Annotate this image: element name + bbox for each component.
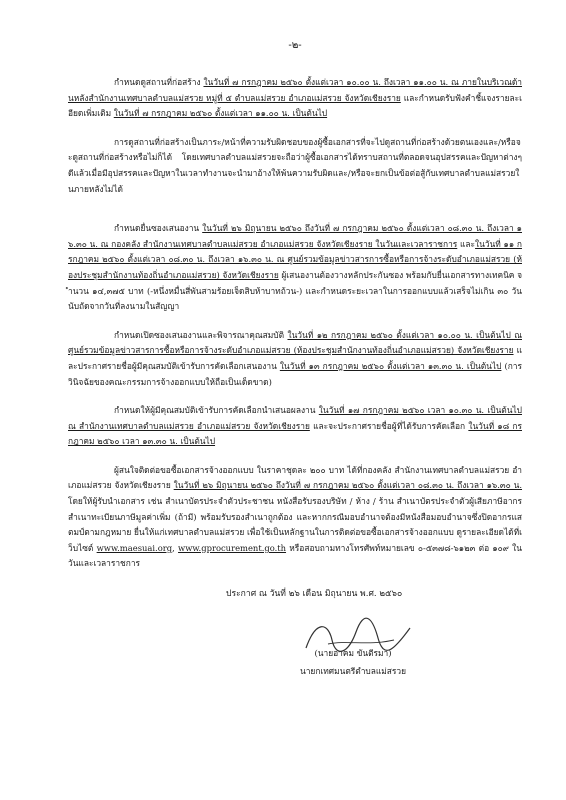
site-visit-responsibility-paragraph: การดูสถานที่ก่อสร้างเป็นภาระ/หน้าที่ความรับผิดชอบของผู้ซื้อเอกสารที่จะไปดูสถานที่ก่อสร้างด้วยตนเองและ/หรือจะดูสถานที่ก่อสร้างหรือไม่ก็ได้ โดยเทศบาลตำบลแม่สรวยจะถือว่าผู้ซื้อเอกสารได้ทราบสถานที่ตลอดจนอุปสรรคและปัญหาต่างๆ ดีแล้วเมื่อมีอุปสรรคและปัญหาในเวลาทำงานจะนำมาอ้างให้พ้นความรับผิดและ/หรือจะยกเป็นข้อต่อสู้กับเทศบาลตำบลแม่สรวยในภายหลังไม่ได้ bbox=[68, 136, 522, 194]
website-link-maesuai[interactable]: www.maesuai.org bbox=[96, 542, 173, 553]
signature-block bbox=[278, 644, 428, 680]
purchase-documents-paragraph: ผู้สนใจติดต่อขอซื้อเอกสารจ้างออกแบบ ในราคาชุดละ ๒๐๐ บาท ได้ที่กองคลัง สำนักงานเทศบาลตำบลแม่สรวย อำเภอแม่สรวย จังหวัดเชียงราย ในวันที่ ๒๖ มิถุนายน ๒๕๖๐ ถึงวันที่ ๗ กรกฎาคม ๒๕๖๐ ตั้งแต่เวลา ๐๘.๓๐ น. ถึงเวลา ๑๖.๓๐ น. โดยให้ผู้รับนำเอกสาร เช่น สำเนาบัตรประจำตัวประชาชน หนังสือรับรองบริษัท / ห้าง / ร้าน สำเนาบัตรประจำตัวผู้เสียภาษีอากร สำเนาทะเบียนภาษีมูลค่าเพิ่ม (ถ้ามี) พร้อมรับรองสำเนาถูกต้อง และหากกรณีมอบอำนาจต้องมีหนังสือมอบอำนาจซึ่งปิดอากรแสตมป์ตามกฎหมาย ยื่นให้แก่เทศบาลตำบลแม่สรวย เพื่อใช้เป็นหลักฐานในการติดต่อขอซื้อเอกสารจ้างออกแบบ ดูรายละเอียดได้ที่เว็บไซต์ www.maesuai.org, www.gprocurement.go.th หรือสอบถามทางโทรศัพท์หมายเลข ๐-๕๓๗๘-๖๑๒๓ ต่อ ๑๐๙ ในวันและเวลาราชการ bbox=[68, 464, 523, 569]
signer-title: นายกเทศมนตรีตำบลแม่สรวย bbox=[299, 666, 407, 677]
signer-name: (นายอาคม ขันตีรมา) bbox=[314, 648, 392, 659]
signature-icon bbox=[298, 610, 418, 660]
page-number: -๒- bbox=[288, 40, 302, 51]
announcement-date: ประกาศ ณ วันที่ ๒๖ เดือน มิถุนายน พ.ศ. ๒๕๖๐ bbox=[226, 589, 403, 600]
submission-schedule-paragraph: กำหนดยื่นซองเสนองาน ในวันที่ ๒๖ มิถุนายน ๒๕๖๐ ถึงวันที่ ๗ กรกฎาคม ๒๕๖๐ ตั้งแต่เวลา ๐๘.๓๐ น. ถึงเวลา ๑๖.๓๐ น. ณ กองคลัง สำนักงานเทศบาลตำบลแม่สรวย อำเภอแม่สรวย จังหวัดเชียงราย ในวันและเวลาราชการ และในวันที่ ๑๑ กรกฎาคม ๒๕๖๐ ตั้งแต่เวลา ๐๘.๓๐ น. ถึงเวลา ๑๖.๓๐ น. ณ ศูนย์รวมข้อมูลข่าวสารการซื้อหรือการจ้างระดับอำเภอแม่สรวย (ห้องประชุมสำนักงานท้องถิ่นอำเภอแม่สรวย) จังหวัดเชียงราย ผู้เสนองานต้องวางหลักประกันซอง พร้อมกับยื่นเอกสารทางเทคนิค จำนวน ๑๔,๓๗๕ บาท (-หนึ่งหมื่นสี่พันสามร้อยเจ็ดสิบห้าบาทถ้วน-) และกำหนดระยะเวลาในการออกแบบแล้วเสร็จไม่เกิน ๓๐ วัน นับถัดจากวันที่ลงนามในสัญญา bbox=[68, 223, 522, 312]
presentation-schedule-paragraph: กำหนดให้ผู้มีคุณสมบัติเข้ารับการคัดเลือกนำเสนอผลงาน ในวันที่ ๑๗ กรกฎาคม ๒๕๖๐ เวลา ๑๐.๓๐ น. เป็นต้นไป ณ สำนักงานเทศบาลตำบลแม่สรวย อำเภอแม่สรวย จังหวัดเชียงราย และจะประกาศรายชื่อผู้ที่ได้รับการคัดเลือก ในวันที่ ๑๘ กรกฎาคม ๒๕๖๐ เวลา ๑๓.๓๐ น. เป็นต้นไป bbox=[68, 405, 522, 447]
website-link-gprocurement[interactable]: www.gprocurement.go.th bbox=[178, 542, 287, 553]
site-visit-paragraph: กำหนดดูสถานที่ก่อสร้าง ในวันที่ ๗ กรกฎาคม ๒๕๖๐ ตั้งแต่เวลา ๑๐.๐๐ น. ถึงเวลา ๑๑.๐๐ น. ณ ภายในบริเวณด้านหลังสำนักงานเทศบาลตำบลแม่สรวย หมู่ที่ ๕ ตำบลแม่สรวย อำเภอแม่สรวย จังหวัดเชียงราย และกำหนดรับฟังคำชี้แจงรายละเอียดเพิ่มเติม ในวันที่ ๗ กรกฎาคม ๒๕๖๐ ตั้งแต่เวลา ๑๑.๐๐ น. เป็นต้นไป bbox=[68, 77, 522, 119]
opening-schedule-paragraph: กำหนดเปิดซองเสนองานและพิจารณาคุณสมบัติ ในวันที่ ๑๒ กรกฎาคม ๒๕๖๐ ตั้งแต่เวลา ๑๐.๐๐ น. เป็นต้นไป ณ ศูนย์รวมข้อมูลข่าวสารการซื้อหรือการจ้างระดับอำเภอแม่สรวย (ห้องประชุมสำนักงานท้องถิ่นอำเภอแม่สรวย) จังหวัดเชียงราย และประกาศรายชื่อผู้มีคุณสมบัติเข้ารับการคัดเลือกเสนองาน ในวันที่ ๑๓ กรกฎาคม ๒๕๖๐ ตั้งแต่เวลา ๑๓.๓๐ น. เป็นต้นไป (การวินิจฉัยของคณะกรรมการจ้างออกแบบให้ถือเป็นเด็ดขาด) bbox=[68, 329, 522, 387]
